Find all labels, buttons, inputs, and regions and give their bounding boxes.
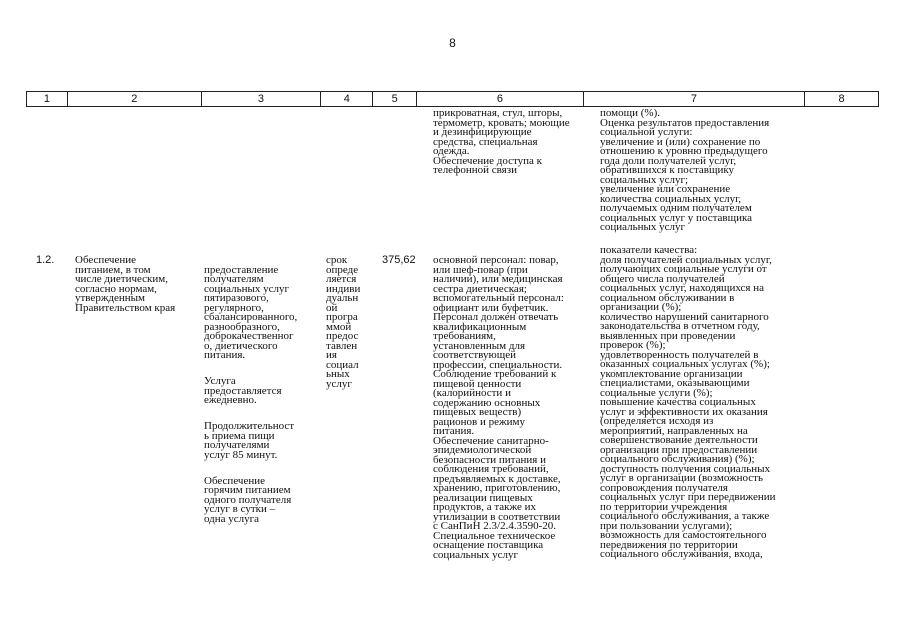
table-header-row: [26, 91, 879, 107]
header-col-8: 8: [838, 93, 845, 105]
service-conditions: основной персонал: повар, или шеф-повар (при наличии), или медицинская сестра диетическая; вспомогательный персонал: официант или буфетчик. Персонал должен отвечать квалификационным требованиям, установленным для соответствующей профессии, специальности. Соблюдение требований к пищевой ценности (калорийности и содержанию основных пищевых веществ) рационов и режиму питания. Обеспечение санитарно- эпидемиологической безопасности питания и соблюдения требований, предъявляемых к доставке, хранению, приготовлению, реализации пищевых продуктов, а также их утилизации в соответствии с СанПиН 2.3/2.4.3590-20. Специальное техническое оснащение поставщика социальных услуг: [433, 254, 564, 561]
header-col-7: 7: [584, 92, 805, 106]
description-paragraph: Обеспечение горячим питанием одного получателя услуг в сутки – одна услуга: [204, 474, 292, 525]
service-name: Обеспечение питанием, в том числе диетическим, согласно нормам, утвержденным Правительством края: [75, 254, 176, 314]
description-paragraph: предоставление получателям социальных услуг пятиразового, регулярного, сбалансированного, разнообразного, доброкачественног о, диетического питания.: [204, 263, 298, 361]
service-term: срок опреде ляется индиви дуальн ой програ ммой предос тавлен ия социал ьных услуг: [326, 254, 361, 390]
continuation-indicators: помощи (%). Оценка результатов предоставления социальной услуги: увеличение и (или) сохранение по отношению к уровню предыдущего года доли получателей услуг, обратившихся к поставщику социальных услуг; увеличение или сохранение количества социальных услуг, получаемых одним получателем социальных услуг у поставщика социальных услуг: [600, 107, 770, 233]
page-number: 8: [449, 36, 456, 50]
header-col-6: 6: [417, 92, 584, 106]
row-number: 1.2.: [36, 254, 55, 266]
quality-indicators: показатели качества: доля получателей социальных услуг, получающих социальные услуги от общего числа получателей социальных услуг, находящихся на социальном обслуживании в организации (%); количество нарушений санитарного законодательства в отчетном году, выявленных при проведении проверок (%); удовлетворенность получателей в оказанных социальных услугах (%); укомплектование организации специалистами, оказывающими социальные услуги (%); повышение качества социальных услуг и эффективности их оказания (определяется исходя из мероприятий, направленных на совершенствование деятельности организации при предоставлении социального обслуживания) (%); доступность получения социальных услуг в организации (возможность сопровождения получателя социальных услуг при передвижении по территории учреждения социального обслуживания, а также при пользовании услугами); возможность для самостоятельного передвижения по территории социального обслуживания, входа,: [600, 244, 776, 560]
header-col-4: 4: [321, 92, 373, 106]
description-paragraph: Услуга предоставляется ежедневно.: [204, 375, 282, 406]
service-description: [204, 256, 322, 541]
header-col-3: 3: [202, 92, 322, 106]
header-col-1: 1: [27, 92, 68, 106]
header-col-5: 5: [373, 92, 417, 106]
header-col-2: 2: [68, 92, 202, 106]
continuation-conditions: прикроватная, стул, шторы, термометр, кровать; моющие и дезинфицирующие средства, специальная одежда. Обеспечение доступа к телефонной связи: [433, 107, 570, 176]
service-cost: 375,62: [382, 254, 416, 266]
description-paragraph: Продолжительност ь приема пищи получателями услуг 85 минут.: [204, 420, 295, 461]
